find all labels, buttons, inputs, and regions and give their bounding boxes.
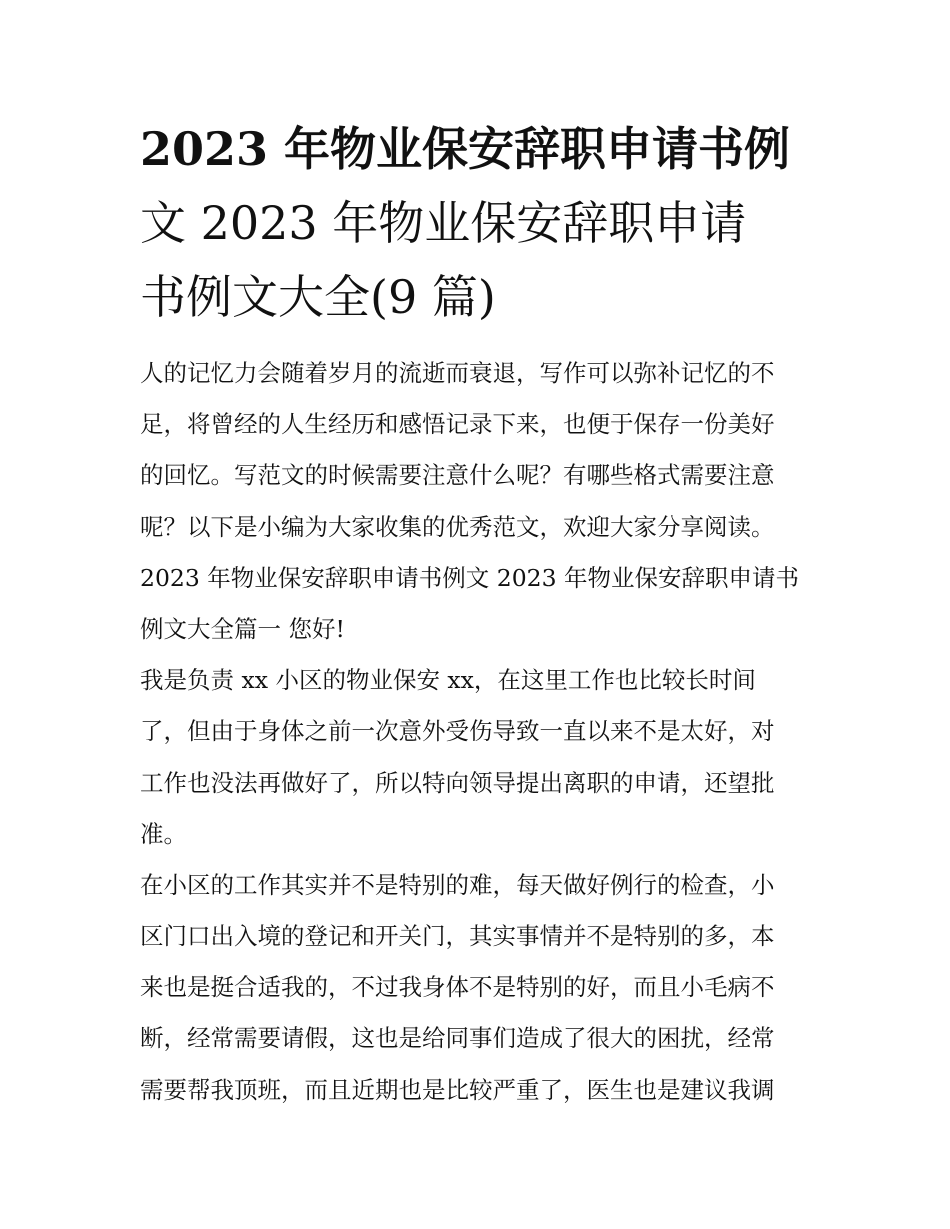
title-line-2: 文 2023 年物业保安辞职申请 xyxy=(140,196,747,250)
body-line: 区门口出入境的登记和开关门，其实事情并不是特别的多，本 xyxy=(140,922,775,951)
document-body xyxy=(140,348,820,1116)
body-line: 足，将曾经的人生经历和感悟记录下来，也便于保存一份美好 xyxy=(140,410,775,439)
body-line: 断，经常需要请假，这也是给同事们造成了很大的困扰，经常 xyxy=(140,1024,775,1053)
document-title xyxy=(140,112,820,334)
body-line: 需要帮我顶班，而且近期也是比较严重了，医生也是建议我调 xyxy=(140,1075,775,1104)
title-line-3: 书例文大全(9 篇) xyxy=(140,270,496,324)
body-line: 了，但由于身体之前一次意外受伤导致一直以来不是太好，对 xyxy=(140,717,775,746)
body-line: 来也是挺合适我的，不过我身体不是特别的好，而且小毛病不 xyxy=(140,973,775,1002)
body-line: 呢？以下是小编为大家收集的优秀范文，欢迎大家分享阅读。 xyxy=(140,512,775,541)
title-line-1: 2023 年物业保安辞职申请书例 xyxy=(140,122,791,176)
body-line: 工作也没法再做好了，所以特向领导提出离职的申请，还望批 xyxy=(140,768,775,797)
body-line: 的回忆。写范文的时候需要注意什么呢？有哪些格式需要注意 xyxy=(140,461,775,490)
body-line: 在小区的工作其实并不是特别的难，每天做好例行的检查，小 xyxy=(140,870,775,899)
body-line: 例文大全篇一 您好! xyxy=(140,614,345,643)
body-line: 准。 xyxy=(140,819,187,848)
document-page xyxy=(140,112,820,1116)
body-line: 人的记忆力会随着岁月的流逝而衰退，写作可以弥补记忆的不 xyxy=(140,359,775,387)
body-line: 2023 年物业保安辞职申请书例文 2023 年物业保安辞职申请书 xyxy=(140,563,800,592)
body-line: 我是负责 xx 小区的物业保安 xx，在这里工作也比较长时间 xyxy=(140,666,756,695)
